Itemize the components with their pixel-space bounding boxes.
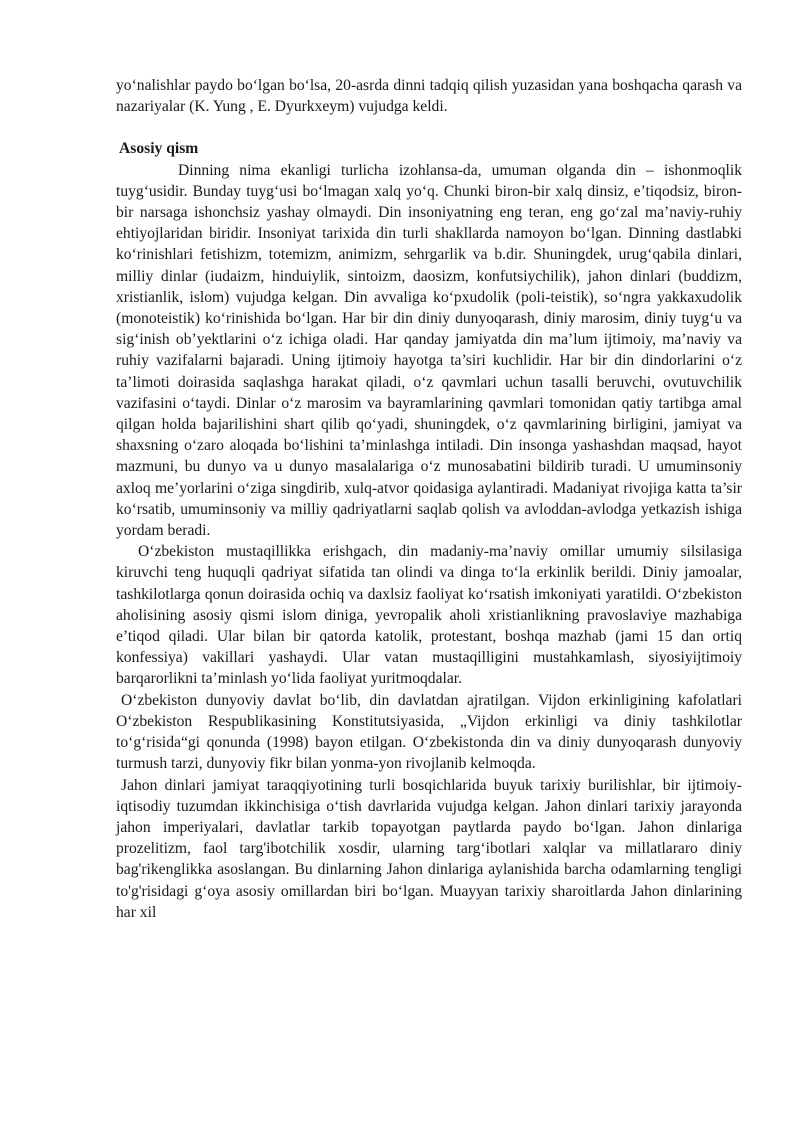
section-heading: Asosiy qism xyxy=(119,140,199,158)
body-paragraph-3: O‘zbekiston dunyoviy davlat bo‘lib, din davlatdan ajratilgan. Vijdon erkinligining kafolatlari O‘zbekiston Respublikasining Konstitutsiyasida, „Vijdon erkinligi va diniy tashkilotlar to‘g‘risida“gi qonunda (1998) bayon etilgan. O‘zbekistonda din va diniy dunyoqarash dunyoviy turmush tarzi, dunyoviy fikr bilan yonma-yon rivojlanib kelmoqda. xyxy=(116,691,742,773)
intro-paragraph: yo‘nalishlar paydo bo‘lgan bo‘lsa, 20-asrda dinni tadqiq qilish yuzasidan yana boshqacha qarash va nazariyalar (K. Yung , E. Dyurkxeym) vujudga keldi. xyxy=(116,77,742,116)
body-paragraph-4: Jahon dinlari jamiyat taraqqiyotining turli bosqichlarida buyuk tarixiy burilishlar, bir ijtimoiy-iqtisodiy tuzumdan ikkinchisiga o‘tish davrlarida vujudga kelgan. Jahon dinlari tarixiy jarayonda jahon imperiyalari, davlatlar tarkib topayotgan paytlarda paydo bo‘lgan. Jahon dinlariga prozelitizm, faol targ'ibotchilik xosdir, ularning targ‘ibotlari xalqlar va millatlararo diniy bag'rikenglikka asoslangan. Bu dinlarning Jahon dinlariga aylanishida barcha odamlarning tengligi to'g'risidagi g‘oya asosiy omillardan biri bo‘lgan. Muayyan tarixiy sharoitlarda Jahon dinlarining har xil xyxy=(116,776,742,921)
body-paragraph-2: O‘zbekiston mustaqillikka erishgach, din madaniy-ma’naviy omillar umumiy silsilasiga kiruvchi teng huquqli qadriyat sifatida tan olindi va dinga to‘la erkinlik berildi. Diniy jamoalar, tashkilotlarga qonun doirasida ochiq va daxlsiz faoliyat ko‘rsatish imkoniyati yaratildi. O‘zbekiston aholisining asosiy qismi islom diniga, yevropalik aholi xristianlikning pravoslaviye mazhabiga e’tiqod qiladi. Ular bilan bir qatorda katolik, protestant, boshqa mazhab (jami 15 dan ortiq konfessiya) vakillari yashaydi. Ular vatan mustaqilligini mustahkamlash, siyosiyijtimoiy barqarorlikni ta’minlash yo‘lida faoliyat yuritmoqdalar. xyxy=(116,543,742,688)
document-page xyxy=(116,75,742,923)
body-paragraph-1: Dinning nima ekanligi turlicha izohlansa-da, umuman olganda din – ishonmoqlik tuyg‘usidir. Bunday tuyg‘usi bo‘lmagan xalq yo‘q. Chunki biron-bir xalq dinsiz, e’tiqodsiz, biron-bir narsaga ishonchsiz yashay olmaydi. Din insoniyatning eng teran, eng go‘zal ma’naviy-ruhiy ehtiyojlaridan biridir. Insoniyat tarixida din turli shakllarda namoyon bo‘lgan. Dinning dastlabki ko‘rinishlari fetishizm, totemizm, animizm, sehrgarlik va b.dir. Shuningdek, urug‘qabila dinlari, milliy dinlar (iudaizm, hinduiylik, sintoizm, daosizm, konfutsiychilik), jahon dinlari (buddizm, xristianlik, islom) vujudga kelgan. Din avvaliga ko‘pxudolik (poli-teistik), so‘ngra yakkaxudolik (monoteistik) ko‘rinishida bo‘lgan. Har bir din diniy dunyoqarash, diniy marosim, diniy tuyg‘u va sig‘inish ob’yektlarini o‘z ichiga oladi. Har qanday jamiyatda din ma’lum ijtimoiy, ma’naviy va ruhiy vazifalarni bajaradi. Uning ijtimoiy hayotga ta’siri kuchlidir. Har bir din dindorlarini o‘z ta’limoti doirasida saqlashga harakat qiladi, o‘z qavmlari uchun tasalli beruvchi, ovutuvchilik vazifasini o‘taydi. Dinlar o‘z marosim va bayramlarining qavmlari tomonidan qatiy tartibga amal qilgan holda bajarilishini shart qilib qo‘yadi, shuningdek, o‘z qavmlarining birligini, jamiyat va shaxsning o‘zaro aloqada bo‘lishini ta’minlashga intiladi. Din insonga yashashdan maqsad, hayot mazmuni, bu dunyo va u dunyo masalalariga o‘z munosabatini bildirib turadi. U umuminsoniy axloq me’yorlarini o‘ziga singdirib, xulq-atvor qoidasiga aylantiradi. Madaniyat rivojiga katta ta’sir ko‘rsatib, umuminsoniy va milliy qadriyatlarni saqlab qolish va avloddan-avlodga yetkazish ishiga yordam beradi. xyxy=(116,161,742,540)
paragraph-spacer xyxy=(116,117,742,138)
